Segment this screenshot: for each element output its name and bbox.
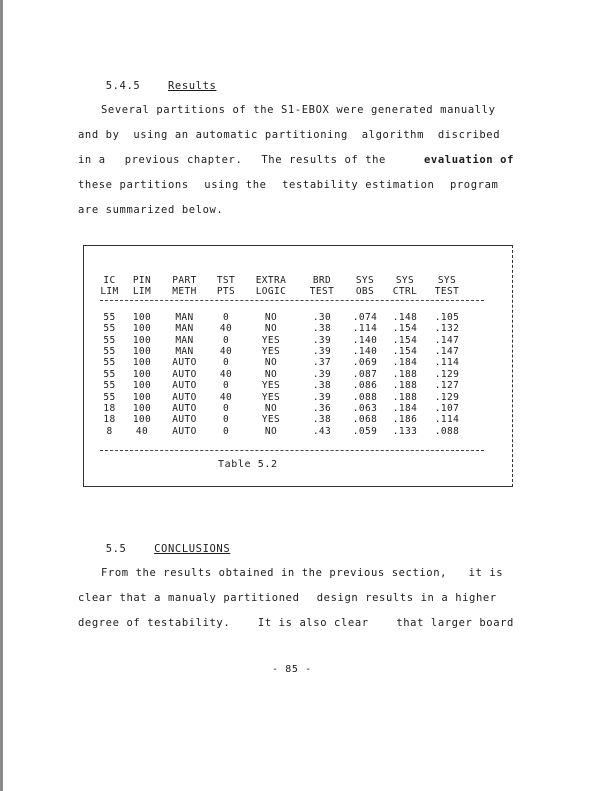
table-cell: AUTO xyxy=(172,391,197,403)
section-heading-conclusions xyxy=(78,531,230,567)
table-row xyxy=(97,369,487,380)
table-cell: 40 xyxy=(135,425,149,437)
header-divider xyxy=(100,300,484,301)
table-row xyxy=(97,414,487,425)
section-heading-results xyxy=(78,68,216,104)
results-paragraph-line-5: are summarized below. xyxy=(78,204,224,216)
table-row xyxy=(97,357,487,368)
table-cell: .39 xyxy=(312,345,332,357)
table-cell: .37 xyxy=(312,357,332,369)
table-cell: 40 xyxy=(219,391,233,403)
table-cell: .088 xyxy=(434,425,460,437)
table-cell: .107 xyxy=(434,402,460,414)
table-cell: .105 xyxy=(434,311,460,323)
section-number: 5.4.5 xyxy=(105,80,141,92)
table-cell: MAN xyxy=(175,311,194,323)
table-cell: .132 xyxy=(434,323,460,335)
table-cell: 40 xyxy=(219,323,233,335)
table-cell: 0 xyxy=(222,425,230,437)
table-cell: 55 xyxy=(103,368,116,380)
table-cell: YES xyxy=(261,334,281,346)
table-cell: YES xyxy=(261,391,281,403)
table-cell: .39 xyxy=(312,368,332,380)
table-cell: MAN xyxy=(175,334,194,346)
table-cell: 55 xyxy=(103,323,116,335)
table-cell: 55 xyxy=(103,357,116,369)
table-cell: 0 xyxy=(222,357,230,369)
table-cell: .154 xyxy=(392,334,418,346)
table-cell: .38 xyxy=(312,380,332,392)
results-paragraph-line-4: these partitions using the testability estimation program xyxy=(78,179,499,191)
table-cell: .188 xyxy=(392,391,418,403)
results-paragraph-line-1: Several partitions of the S1-EBOX were generated manually xyxy=(101,104,496,116)
left-margin-rule xyxy=(0,0,3,791)
table-cell: .154 xyxy=(392,345,418,357)
table-cell: .184 xyxy=(392,402,418,414)
table-header-row-2: LIM LIM METH PTS LOGIC TEST OBS CTRL TEST xyxy=(100,286,460,298)
table-cell: .059 xyxy=(352,425,378,437)
table-cell: 0 xyxy=(222,334,230,346)
footer-divider xyxy=(100,450,484,451)
table-cell: AUTO xyxy=(172,368,197,380)
table-cell: .114 xyxy=(352,323,378,335)
table-cell: YES xyxy=(261,414,281,426)
table-header-row-1: IC PIN PART TST EXTRA BRD SYS SYS SYS xyxy=(103,275,457,286)
table-cell: .129 xyxy=(434,391,460,403)
table-cell: 55 xyxy=(103,391,116,403)
table-cell: .063 xyxy=(352,402,378,414)
table-cell: 55 xyxy=(103,311,116,323)
table-cell: .39 xyxy=(312,334,332,346)
table-cell: .129 xyxy=(434,368,460,380)
results-paragraph-line-3: in a previous chapter. The results of the evaluation of xyxy=(78,154,514,166)
table-cell: NO xyxy=(264,311,278,323)
table-cell: 0 xyxy=(222,311,230,323)
table-cell: .068 xyxy=(352,414,378,426)
table-cell: 40 xyxy=(219,345,233,357)
table-cell: NO xyxy=(264,425,278,437)
section-number: 5.5 xyxy=(105,543,127,555)
table-cell: AUTO xyxy=(172,414,197,426)
table-row xyxy=(97,323,487,334)
table-cell: .38 xyxy=(312,414,332,426)
table-cell: 100 xyxy=(132,323,152,335)
table-cell: 0 xyxy=(222,414,230,426)
table-row xyxy=(97,380,487,391)
section-title: Results xyxy=(167,80,217,92)
table-cell: 100 xyxy=(132,402,152,414)
table-cell: 0 xyxy=(222,402,230,414)
table-row xyxy=(97,335,487,346)
table-cell: AUTO xyxy=(172,380,197,392)
table-cell: 55 xyxy=(103,380,116,392)
table-cell: 100 xyxy=(132,357,152,369)
table-cell: .140 xyxy=(352,345,378,357)
conclusions-paragraph-line-1: From the results obtained in the previous section, it is xyxy=(101,567,504,579)
table-cell: .147 xyxy=(434,334,460,346)
table-cell: .186 xyxy=(392,414,418,426)
table-cell: NO xyxy=(264,402,278,414)
table-cell: 100 xyxy=(132,414,152,426)
table-cell: 100 xyxy=(132,380,152,392)
table-cell: 0 xyxy=(222,380,230,392)
table-cell: 100 xyxy=(132,334,152,346)
table-cell: YES xyxy=(261,380,281,392)
table-row xyxy=(97,392,487,403)
table-cell: 100 xyxy=(132,368,152,380)
table-cell: .36 xyxy=(312,402,332,414)
table-cell: .148 xyxy=(392,311,418,323)
table-cell: .088 xyxy=(352,391,378,403)
table-cell: YES xyxy=(261,345,281,357)
table-cell: .188 xyxy=(392,368,418,380)
table-cell: .140 xyxy=(352,334,378,346)
table-cell: 55 xyxy=(103,334,116,346)
table-cell: 8 xyxy=(106,425,113,437)
table-cell: AUTO xyxy=(172,357,197,369)
table-cell: .43 xyxy=(312,425,332,437)
table-row xyxy=(97,346,487,357)
table-cell: 55 xyxy=(103,345,116,357)
table-cell: .147 xyxy=(434,345,460,357)
table-cell: NO xyxy=(264,368,278,380)
table-row xyxy=(97,403,487,414)
section-title: CONCLUSIONS xyxy=(154,543,231,555)
table-cell: .184 xyxy=(392,357,418,369)
table-cell: MAN xyxy=(175,345,194,357)
table-caption: Table 5.2 xyxy=(218,459,278,470)
table-cell: .154 xyxy=(392,323,418,335)
conclusions-paragraph-line-2: clear that a manualy partitioned design results in a higher xyxy=(78,592,497,604)
table-row xyxy=(97,426,487,437)
table-cell: .127 xyxy=(434,380,460,392)
page-number: - 85 - xyxy=(272,664,312,675)
table-cell: .087 xyxy=(352,368,378,380)
table-cell: 100 xyxy=(132,311,152,323)
table-cell: .074 xyxy=(352,311,378,323)
table-cell: 18 xyxy=(103,414,116,426)
table-cell: 100 xyxy=(132,345,152,357)
results-paragraph-line-2: and by using an automatic partitioning algorithm discribed xyxy=(78,129,501,141)
table-row xyxy=(97,312,487,323)
conclusions-paragraph-line-3: degree of testability. It is also clear that larger board xyxy=(78,617,514,629)
table-cell: AUTO xyxy=(172,402,197,414)
table-body xyxy=(97,312,487,437)
table-cell: 40 xyxy=(219,368,233,380)
table-cell: 100 xyxy=(132,391,152,403)
table-cell: .30 xyxy=(312,311,332,323)
table-cell: NO xyxy=(264,323,278,335)
table-cell: .38 xyxy=(312,323,332,335)
table-cell: .114 xyxy=(434,357,460,369)
table-cell: .114 xyxy=(434,414,460,426)
table-cell: AUTO xyxy=(172,425,197,437)
table-cell: .133 xyxy=(392,425,418,437)
table-cell: NO xyxy=(264,357,278,369)
table-cell: 18 xyxy=(103,402,116,414)
table-cell: .086 xyxy=(352,380,378,392)
table-cell: .188 xyxy=(392,380,418,392)
table-cell: .39 xyxy=(312,391,332,403)
table-cell: .069 xyxy=(352,357,378,369)
table-cell: MAN xyxy=(175,323,194,335)
